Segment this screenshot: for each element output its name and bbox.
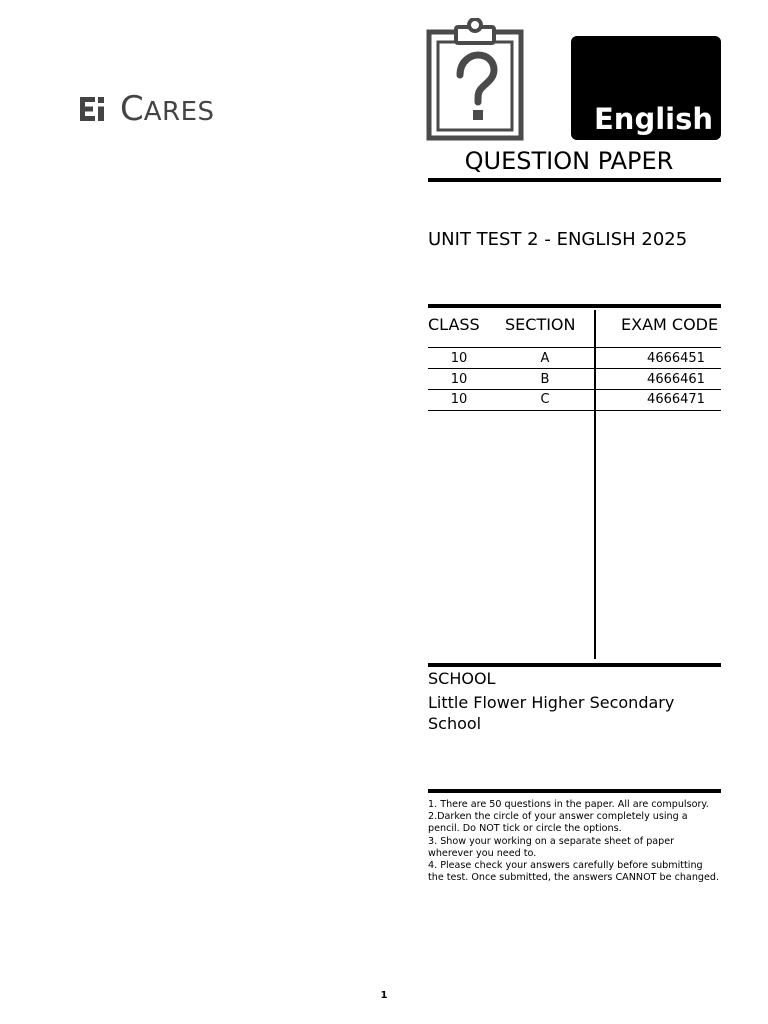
column-header-exam-code: EXAM CODE (621, 315, 719, 334)
cell-class: 10 (450, 372, 468, 387)
table-header-divider (428, 347, 721, 348)
cell-section: A (540, 351, 550, 366)
cell-exam-code: 4666471 (647, 392, 705, 407)
subject-badge-label: English (593, 102, 713, 136)
cell-exam-code: 4666461 (647, 372, 705, 387)
cell-class: 10 (450, 392, 468, 407)
page-title: QUESTION PAPER (464, 147, 674, 175)
column-header-class: CLASS (428, 315, 480, 334)
cell-section: B (540, 372, 550, 387)
page-number: 1 (380, 990, 388, 1001)
test-name: UNIT TEST 2 - ENGLISH 2025 (428, 229, 688, 250)
ei-logo-mark-icon (80, 95, 110, 123)
school-divider (428, 663, 721, 667)
school-name: Little Flower Higher Secondary School (428, 693, 675, 733)
cell-class: 10 (450, 351, 468, 366)
instruction-item: 3. Show your working on a separate sheet of paper wherever you need to. (428, 835, 675, 859)
cell-section: C (540, 392, 550, 407)
table-row-divider (428, 368, 721, 369)
instruction-item: 1. There are 50 questions in the paper. All are compulsory. (428, 799, 709, 810)
cell-exam-code: 4666451 (647, 351, 705, 366)
clipboard-question-icon (426, 18, 524, 142)
table-column-divider (594, 310, 596, 659)
school-label: SCHOOL (428, 669, 496, 688)
instruction-item: 2.Darken the circle of your answer completely using a pencil. Do NOT tick or circle the options. (428, 811, 688, 835)
instructions-divider (428, 789, 721, 793)
subject-badge (571, 36, 721, 140)
table-row-divider (428, 389, 721, 390)
table-row-divider (428, 410, 721, 411)
instruction-item: 4. Please check your answers carefully before submitting the test. Once submitted, the answers CANNOT be changed. (428, 860, 720, 884)
ei-cares-logo (80, 89, 215, 129)
column-header-section: SECTION (505, 315, 576, 334)
brand-name: CARES (120, 89, 215, 129)
title-divider (428, 178, 721, 182)
table-top-divider (428, 304, 721, 308)
instructions-list (428, 799, 720, 884)
